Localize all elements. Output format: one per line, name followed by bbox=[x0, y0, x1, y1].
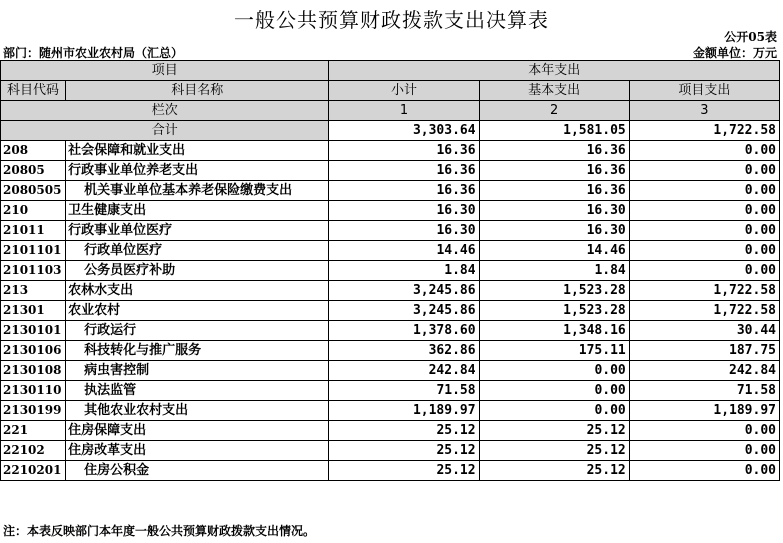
row-basic: 0.00 bbox=[479, 401, 629, 421]
row-code: 2130106 bbox=[1, 341, 66, 361]
form-number: 公开05表 bbox=[724, 30, 777, 44]
row-name: 科技转化与推广服务 bbox=[66, 341, 329, 361]
row-name: 其他农业农村支出 bbox=[66, 401, 329, 421]
row-code: 2101103 bbox=[1, 261, 66, 281]
row-basic: 16.30 bbox=[479, 201, 629, 221]
row-basic: 0.00 bbox=[479, 381, 629, 401]
row-subtotal: 16.36 bbox=[329, 141, 479, 161]
row-basic: 25.12 bbox=[479, 441, 629, 461]
column-2: 2 bbox=[479, 101, 629, 121]
row-name: 农林水支出 bbox=[66, 281, 329, 301]
table-row bbox=[1, 421, 780, 441]
table-row bbox=[1, 221, 780, 241]
department-label: 部门：随州市农业农村局（汇总） bbox=[3, 46, 184, 60]
header-project: 项目支出 bbox=[629, 81, 779, 101]
table-row bbox=[1, 281, 780, 301]
row-code: 22102 bbox=[1, 441, 66, 461]
table-row bbox=[1, 341, 780, 361]
table-row bbox=[1, 401, 780, 421]
row-basic: 1,523.28 bbox=[479, 301, 629, 321]
header-current-year: 本年支出 bbox=[329, 61, 780, 81]
row-name: 行政单位医疗 bbox=[66, 241, 329, 261]
row-basic: 14.46 bbox=[479, 241, 629, 261]
table-row bbox=[1, 201, 780, 221]
row-name: 行政事业单位养老支出 bbox=[66, 161, 329, 181]
row-name: 执法监管 bbox=[66, 381, 329, 401]
row-project: 0.00 bbox=[629, 441, 779, 461]
row-code: 2130199 bbox=[1, 401, 66, 421]
row-project: 0.00 bbox=[629, 181, 779, 201]
row-code: 2130110 bbox=[1, 381, 66, 401]
row-basic: 25.12 bbox=[479, 461, 629, 481]
row-subtotal: 16.30 bbox=[329, 201, 479, 221]
row-project: 242.84 bbox=[629, 361, 779, 381]
row-project: 0.00 bbox=[629, 201, 779, 221]
table-row bbox=[1, 261, 780, 281]
footnote: 注：本表反映部门本年度一般公共预算财政拨款支出情况。 bbox=[3, 524, 316, 538]
row-name: 行政事业单位医疗 bbox=[66, 221, 329, 241]
row-project: 1,722.58 bbox=[629, 281, 779, 301]
table-row bbox=[1, 161, 780, 181]
row-name: 公务员医疗补助 bbox=[66, 261, 329, 281]
row-name: 住房改革支出 bbox=[66, 441, 329, 461]
row-code: 208 bbox=[1, 141, 66, 161]
total-basic: 1,581.05 bbox=[479, 121, 629, 141]
row-name: 机关事业单位基本养老保险缴费支出 bbox=[66, 181, 329, 201]
total-label: 合计 bbox=[1, 121, 329, 141]
row-code: 20805 bbox=[1, 161, 66, 181]
row-project: 0.00 bbox=[629, 161, 779, 181]
row-subtotal: 16.36 bbox=[329, 181, 479, 201]
row-subtotal: 3,245.86 bbox=[329, 301, 479, 321]
row-code: 210 bbox=[1, 201, 66, 221]
row-subtotal: 1.84 bbox=[329, 261, 479, 281]
table-row bbox=[1, 441, 780, 461]
header-basic: 基本支出 bbox=[479, 81, 629, 101]
row-basic: 16.36 bbox=[479, 141, 629, 161]
report-title: 一般公共预算财政拨款支出决算表 bbox=[234, 8, 549, 32]
row-subtotal: 362.86 bbox=[329, 341, 479, 361]
row-code: 2101101 bbox=[1, 241, 66, 261]
row-project: 1,189.97 bbox=[629, 401, 779, 421]
row-name: 社会保障和就业支出 bbox=[66, 141, 329, 161]
row-project: 1,722.58 bbox=[629, 301, 779, 321]
total-row bbox=[1, 121, 780, 141]
row-project: 0.00 bbox=[629, 221, 779, 241]
row-code: 21301 bbox=[1, 301, 66, 321]
header-row-2 bbox=[1, 81, 780, 101]
row-project: 0.00 bbox=[629, 241, 779, 261]
header-item: 项目 bbox=[1, 61, 329, 81]
row-basic: 16.30 bbox=[479, 221, 629, 241]
row-project: 30.44 bbox=[629, 321, 779, 341]
row-name: 住房公积金 bbox=[66, 461, 329, 481]
row-project: 71.58 bbox=[629, 381, 779, 401]
total-project: 1,722.58 bbox=[629, 121, 779, 141]
row-name: 住房保障支出 bbox=[66, 421, 329, 441]
row-name: 农业农村 bbox=[66, 301, 329, 321]
row-code: 2130101 bbox=[1, 321, 66, 341]
header-name: 科目名称 bbox=[66, 81, 329, 101]
row-name: 病虫害控制 bbox=[66, 361, 329, 381]
row-code: 213 bbox=[1, 281, 66, 301]
column-3: 3 bbox=[629, 101, 779, 121]
row-code: 221 bbox=[1, 421, 66, 441]
row-code: 2130108 bbox=[1, 361, 66, 381]
row-basic: 16.36 bbox=[479, 161, 629, 181]
row-subtotal: 25.12 bbox=[329, 421, 479, 441]
row-basic: 1.84 bbox=[479, 261, 629, 281]
row-subtotal: 1,378.60 bbox=[329, 321, 479, 341]
row-subtotal: 1,189.97 bbox=[329, 401, 479, 421]
column-1: 1 bbox=[329, 101, 479, 121]
row-project: 0.00 bbox=[629, 141, 779, 161]
row-basic: 0.00 bbox=[479, 361, 629, 381]
header-row-columns bbox=[1, 101, 780, 121]
row-project: 187.75 bbox=[629, 341, 779, 361]
row-basic: 16.36 bbox=[479, 181, 629, 201]
table-row bbox=[1, 141, 780, 161]
row-code: 2080505 bbox=[1, 181, 66, 201]
row-code: 21011 bbox=[1, 221, 66, 241]
table-row bbox=[1, 321, 780, 341]
row-basic: 1,523.28 bbox=[479, 281, 629, 301]
row-subtotal: 25.12 bbox=[329, 461, 479, 481]
header-row-1 bbox=[1, 61, 780, 81]
row-subtotal: 14.46 bbox=[329, 241, 479, 261]
row-subtotal: 16.30 bbox=[329, 221, 479, 241]
header-subtotal: 小计 bbox=[329, 81, 479, 101]
row-basic: 175.11 bbox=[479, 341, 629, 361]
row-project: 0.00 bbox=[629, 261, 779, 281]
table-row bbox=[1, 361, 780, 381]
table-row bbox=[1, 381, 780, 401]
row-code: 2210201 bbox=[1, 461, 66, 481]
row-basic: 1,348.16 bbox=[479, 321, 629, 341]
row-subtotal: 3,245.86 bbox=[329, 281, 479, 301]
row-subtotal: 25.12 bbox=[329, 441, 479, 461]
row-name: 卫生健康支出 bbox=[66, 201, 329, 221]
row-name: 行政运行 bbox=[66, 321, 329, 341]
row-project: 0.00 bbox=[629, 461, 779, 481]
row-project: 0.00 bbox=[629, 421, 779, 441]
row-basic: 25.12 bbox=[479, 421, 629, 441]
table-row bbox=[1, 301, 780, 321]
table-row bbox=[1, 181, 780, 201]
table-row bbox=[1, 461, 780, 481]
table-row bbox=[1, 241, 780, 261]
total-subtotal: 3,303.64 bbox=[329, 121, 479, 141]
header-code: 科目代码 bbox=[1, 81, 66, 101]
row-subtotal: 16.36 bbox=[329, 161, 479, 181]
row-subtotal: 71.58 bbox=[329, 381, 479, 401]
amount-unit-label: 金额单位：万元 bbox=[692, 46, 777, 60]
row-subtotal: 242.84 bbox=[329, 361, 479, 381]
column-label: 栏次 bbox=[1, 101, 329, 121]
budget-table bbox=[0, 60, 780, 481]
